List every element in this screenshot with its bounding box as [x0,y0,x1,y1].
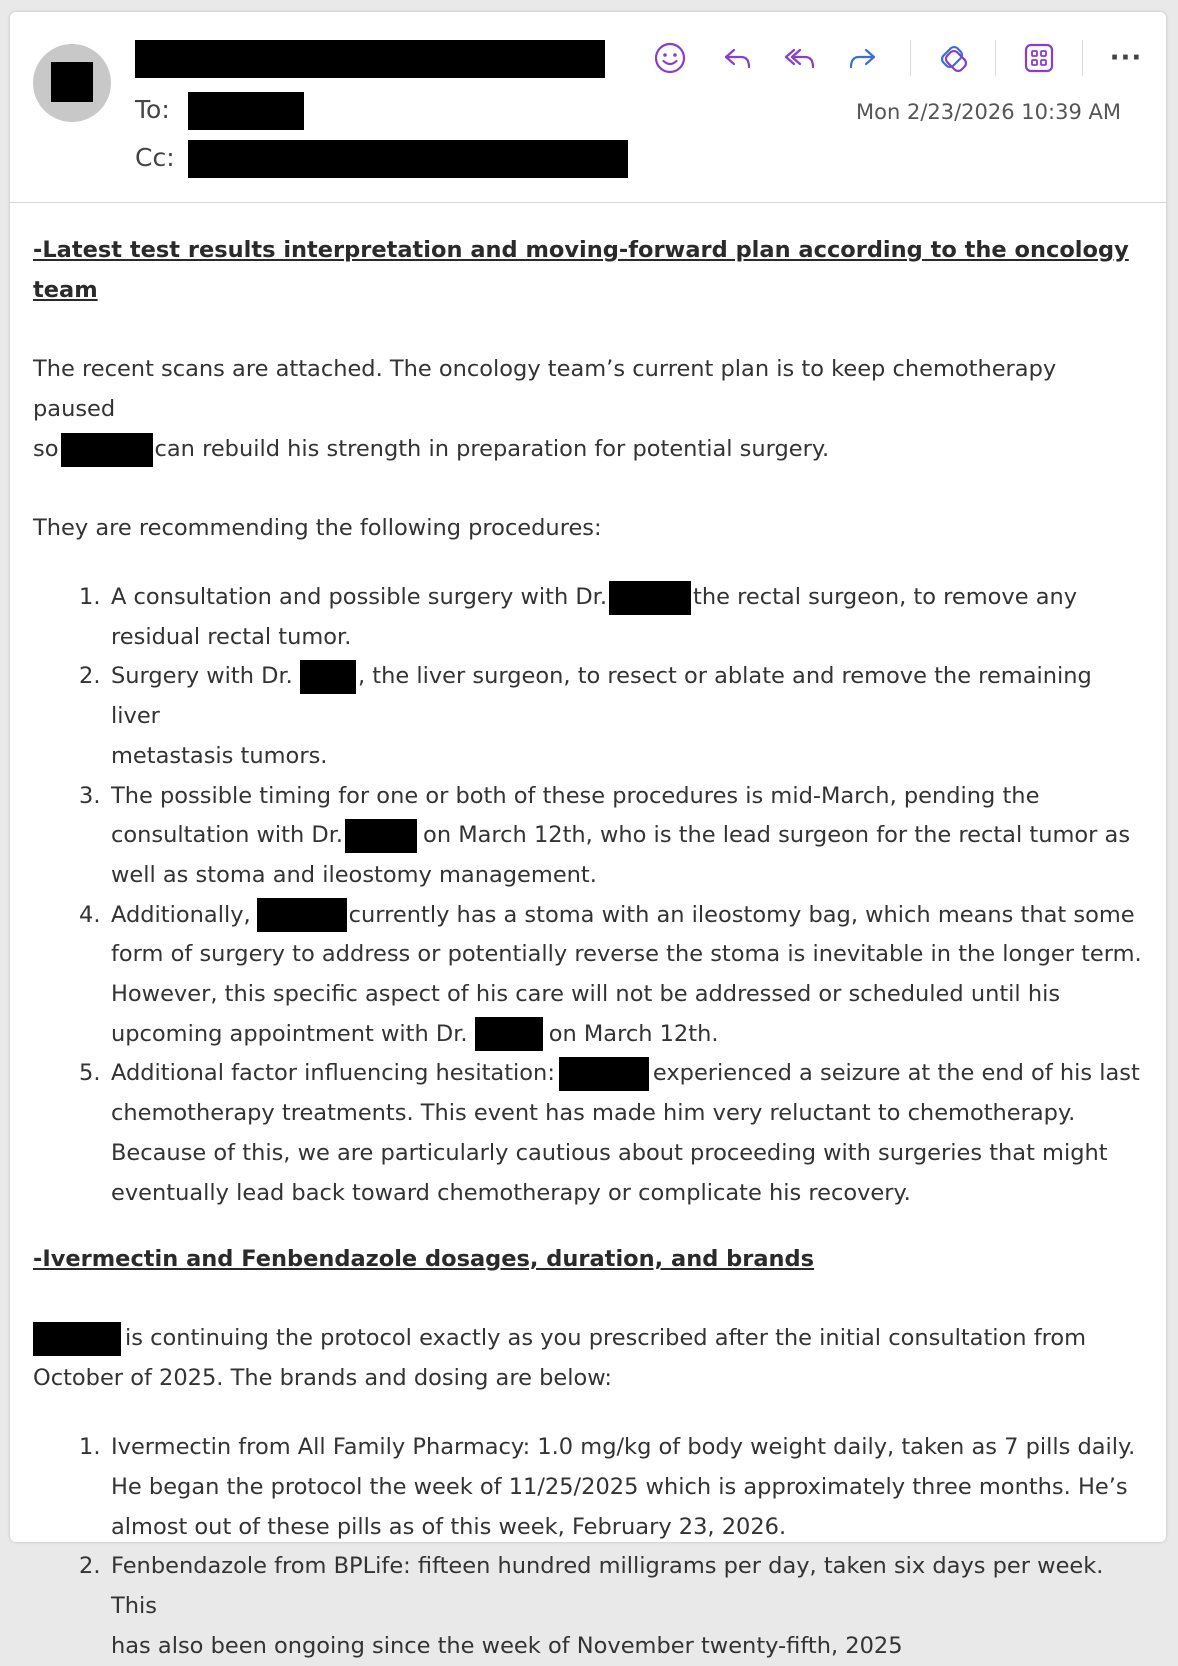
toolbar-divider [910,40,911,76]
toolbar-divider [995,40,996,76]
redacted-name [300,660,356,694]
toolbar-divider [1082,40,1083,76]
redacted-sender-name[interactable] [135,40,605,78]
procedures-list [33,578,1143,1213]
to-label: To: [135,95,170,124]
avatar[interactable] [33,44,111,122]
more-icon[interactable]: ··· [1109,43,1143,73]
redacted-name [559,1057,649,1091]
redacted-name [345,819,417,853]
list-item: 4. Additionally, currently has a stoma with an ileostomy bag, which means that some form of surgery to address or potentially reverse the stoma is inevitable in the longer term. However, this specific aspect of his care will not be addressed or scheduled until his upcoming appointment with Dr. on March 12th. [33,896,1143,1055]
email-header [10,12,1166,203]
teams-icon[interactable] [933,38,973,78]
reply-all-icon[interactable] [780,38,820,78]
reply-icon[interactable] [718,38,758,78]
to-row [135,92,304,130]
list-item: 3. The possible timing for one or both of these procedures is mid-March, pending the consultation with Dr. on March 12th, who is the lead surgeon for the rectal tumor as well as stoma and ileostomy management. [79,782,1131,888]
paragraph: They are recommending the following procedures: [33,515,602,541]
timestamp: Mon 2/23/2026 10:39 AM [856,100,1121,124]
redacted-name [33,1322,121,1356]
cc-row [135,140,628,178]
list-item: 1. A consultation and possible surgery with Dr. the rectal surgeon, to remove any residual rectal tumor. [33,578,1143,657]
section-title: -Ivermectin and Fenbendazole dosages, duration, and brands [33,1246,815,1273]
email-reading-pane [10,12,1166,1659]
redacted-avatar-initials [51,62,93,102]
redacted-name [475,1017,543,1051]
email-body [33,230,1143,1666]
redacted-name [609,581,691,615]
redacted-to-recipient[interactable] [188,92,304,130]
paragraph: is continuing the protocol exactly as you prescribed after the initial consultation from October of 2025. The brands and dosing are below: [33,1318,1143,1398]
section-title: -Latest test results interpretation and moving-forward plan according to the oncology team [33,237,1129,303]
smiley-icon[interactable] [650,38,690,78]
forward-icon[interactable] [842,38,882,78]
cc-label: Cc: [135,143,175,172]
paragraph: The recent scans are attached. The oncology team’s current plan is to keep chemotherapy paused so can rebuild his strength in preparation for potential surgery. [33,349,1143,469]
redacted-name [257,898,347,932]
list-item: 2. Fenbendazole from BPLife: fifteen hundred milligrams per day, taken six days per week. This has also been ongoing since the week of November twenty-fifth, 2025 [79,1553,1104,1659]
list-item: 1. Ivermectin from All Family Pharmacy: 1.0 mg/kg of body weight daily, taken as 7 pills daily. He began the protocol the week of 11/25/2025 which is approximately three months. He’s almost out of these pills as of this week, February 23, 2026. [79,1434,1136,1540]
apps-icon[interactable] [1019,38,1059,78]
redacted-name [61,433,153,467]
redacted-cc-recipients[interactable] [188,140,628,178]
list-item: 2. Surgery with Dr. , the liver surgeon, to resect or ablate and remove the remaining liver metastasis tumors. [33,657,1143,776]
dosing-list [33,1428,1143,1666]
list-item: 5. Additional factor influencing hesitation: experienced a seizure at the end of his last chemotherapy treatments. This event has made him very reluctant to chemotherapy. Because of this, we are particularly cautious about proceeding with surgeries that might eventually lead back toward chemotherapy or complicate his recovery. [33,1054,1143,1213]
